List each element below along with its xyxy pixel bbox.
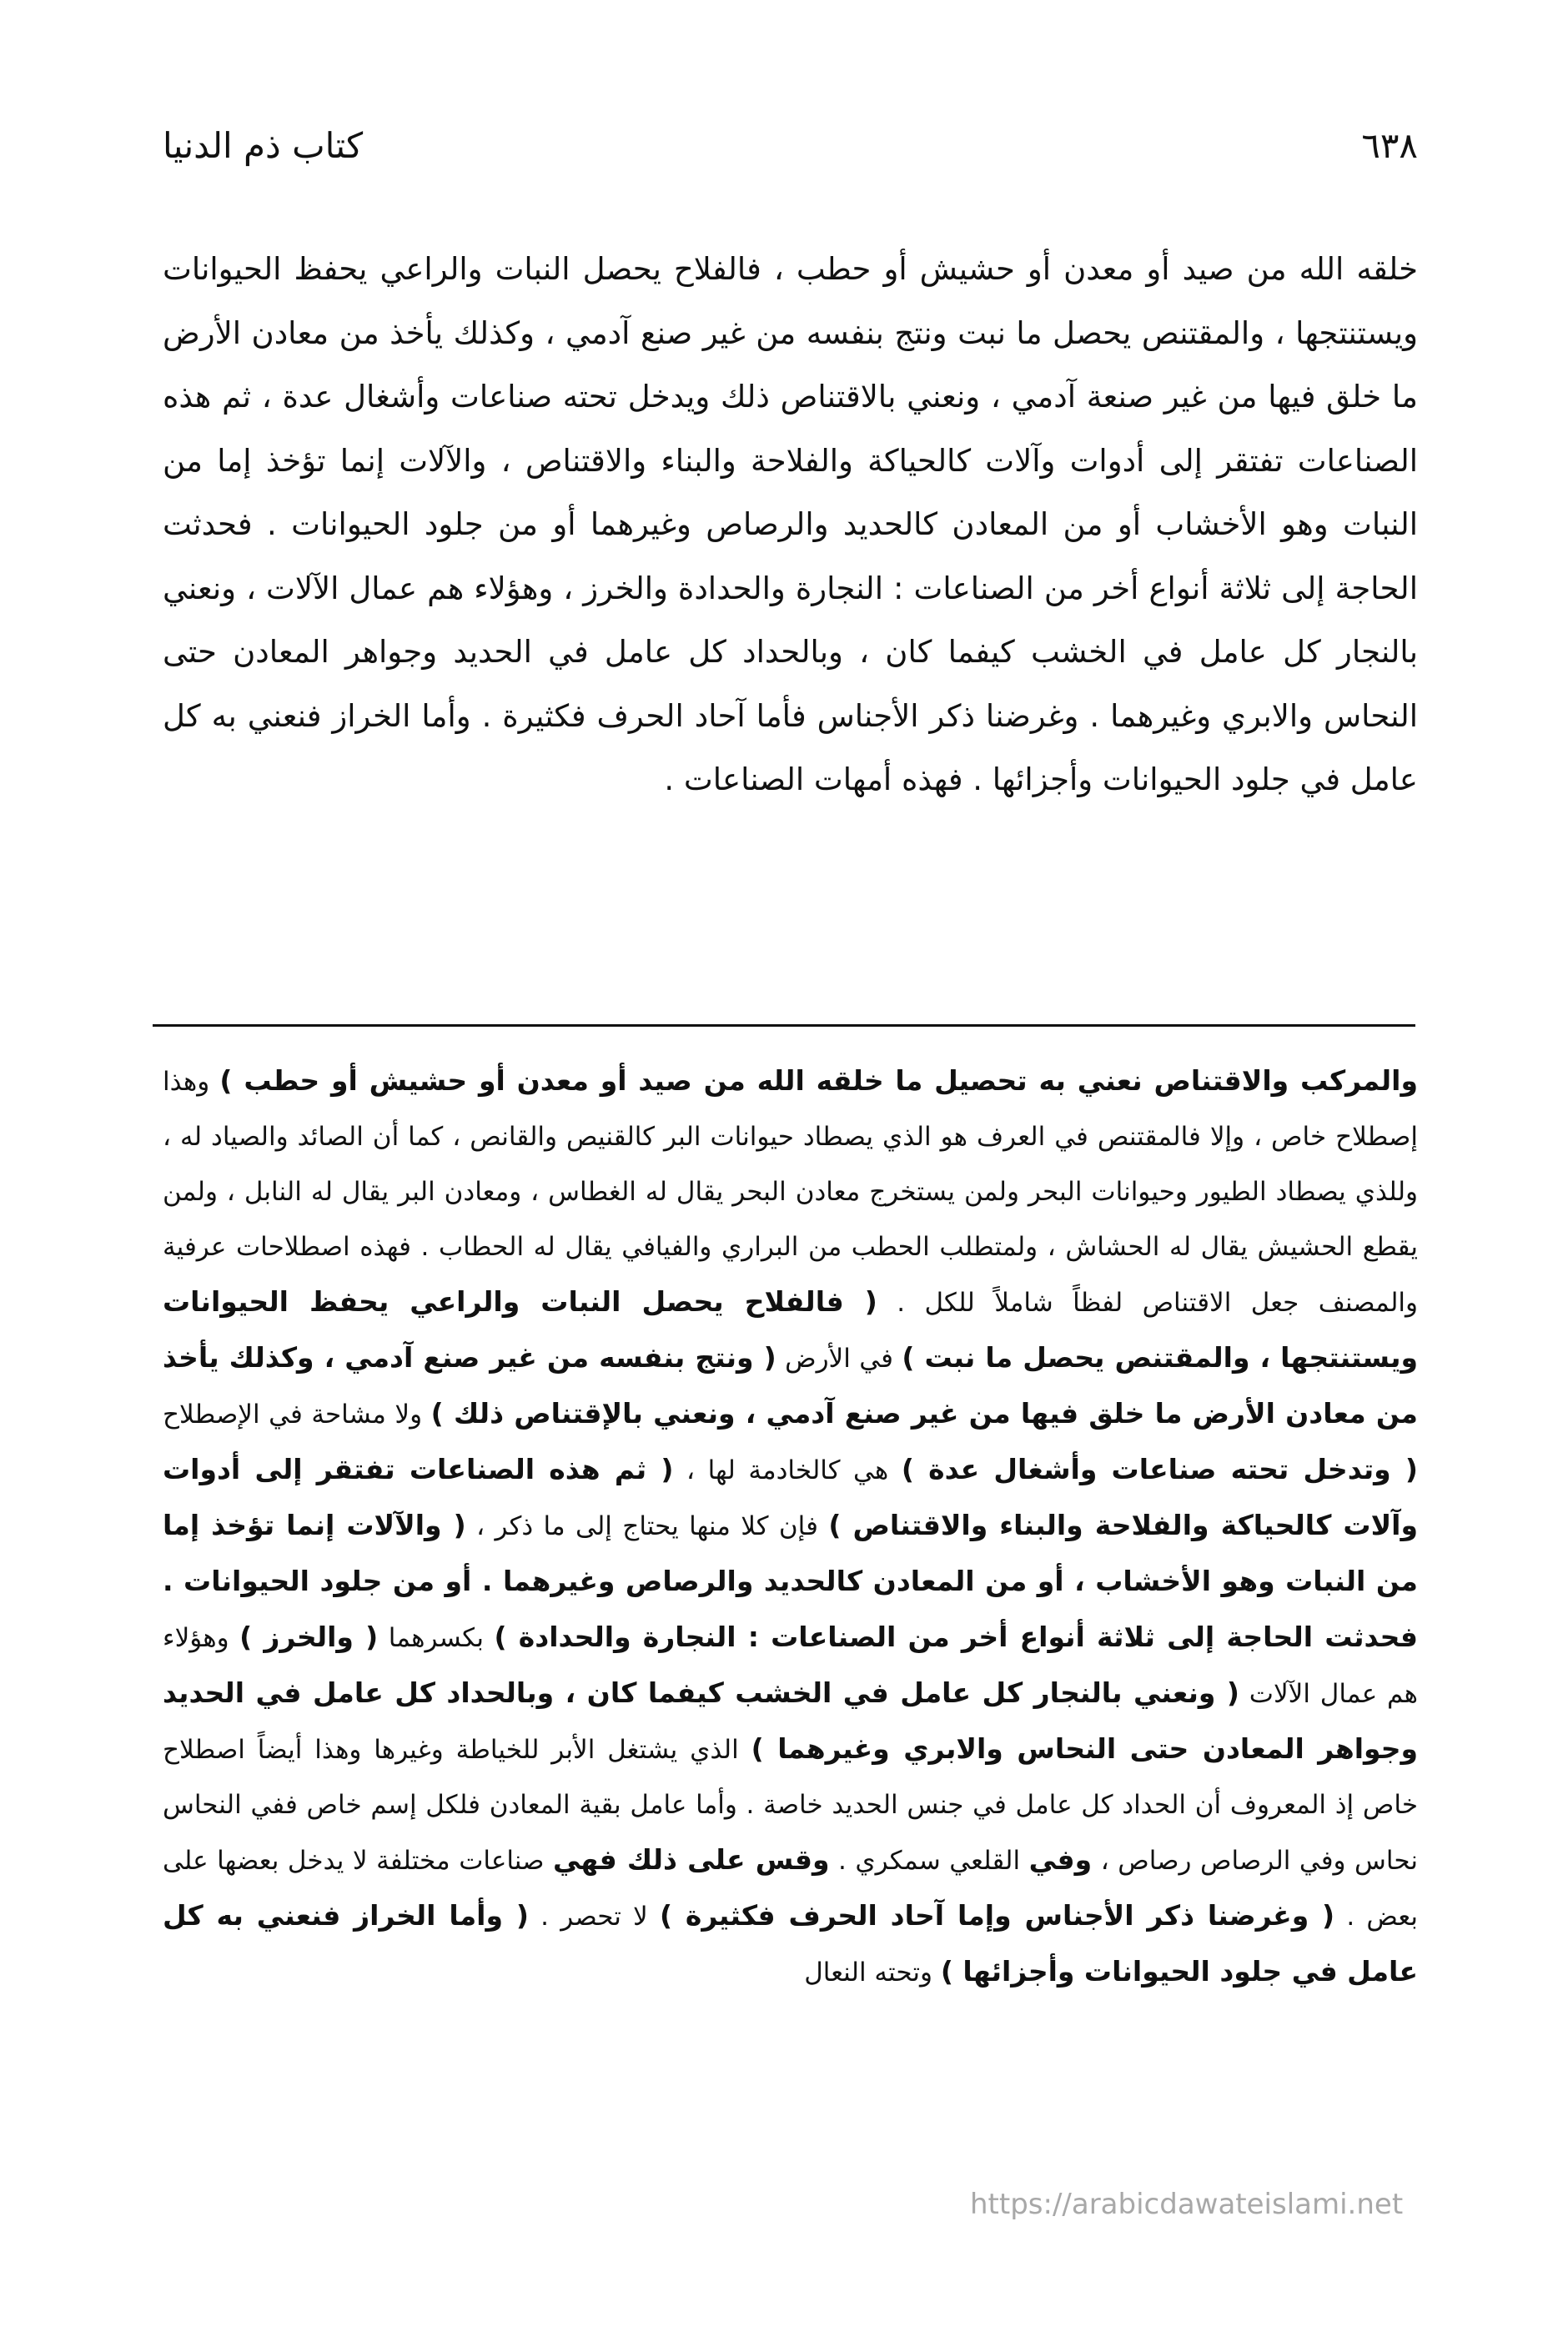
commentary-quote: ( وغرضنا ذكر الأجناس وإما آحاد الحرف فكثيرة ): [659, 1899, 1335, 1932]
book-title: كتاب ذم الدنيا: [163, 125, 364, 166]
page-header: [163, 125, 1418, 183]
commentary-text: ولا مشاحة في الإصطلاح: [163, 1400, 423, 1430]
commentary-emphasis: وفي: [1028, 1843, 1093, 1876]
commentary-quote: ( وأما الخراز فنعني به كل عامل في جلود الحيوانات وأجزائها ): [163, 1899, 1418, 1988]
commentary-text: فإن كلا منها يحتاج إلى ما ذكر ،: [476, 1511, 818, 1541]
page-number: ٦٣٨: [1361, 125, 1418, 166]
commentary-quote: والمركب والاقتناص نعني به تحصيل ما خلقه الله من صيد أو معدن أو حشيش أو حطب ): [219, 1064, 1418, 1097]
commentary-text: وهؤلاء هم عمال الآلات: [163, 1623, 1419, 1709]
commentary-text: القلعي سمكري .: [838, 1846, 1021, 1876]
commentary-quote: ( والآلات إنما تؤخذ إما من النبات وهو الأخشاب ، أو من المعادن كالحديد والرصاص وغيرهما . أو من جلود الحيوانات . فحدثت الحاجة إلى ثلاثة أنواع أخر من الصناعات : النجارة والحدادة ): [163, 1509, 1418, 1653]
commentary-text: وهذا إصطلاح خاص ، وإلا فالمقتنص في العرف هو الذي يصطاد حيوانات البر كالقنيص والقانص ، كما أن الصائد والصياد له ، وللذي يصطاد الطيور وحيوانات البحر ولمن يستخرج معادن البحر يقال له الغطاس ، ومعادن البر يقال له النابل ، ولمن يقطع الحشيش يقال له الحشاش ، ولمتطلب الحطب من البراري والفيافي يقال له الحطاب . فهذه اصطلاحات عرفية والمصنف جعل الاقتناص لفظاً شاملاً للكل .: [163, 1067, 1419, 1318]
commentary-text: لا تحصر .: [540, 1902, 648, 1932]
commentary-text: صناعات مختلفة لا يدخل بعضها على بعض .: [163, 1846, 1418, 1932]
main-paragraph: خلقه الله من صيد أو معدن أو حشيش أو حطب ، فالفلاح يحصل النبات والراعي يحفظ الحيوانات ويستنتجها ، والمقتنص يحصل ما نبت ونتج بنفسه من غير صنع آدمي ، وكذلك يأخذ من معادن الأرض ما خلق فيها من غير صنعة آدمي ، ونعني بالاقتناص ذلك ويدخل تحته صناعات وأشغال عدة ، ثم هذه الصناعات تفتقر إلى أدوات وآلات كالحياكة والفلاحة والبناء والاقتناص ، والآلات إنما تؤخذ إما من النبات وهو الأخشاب أو من المعادن كالحديد والرصاص وغيرهما أو من جلود الحيوانات . فحدثت الحاجة إلى ثلاثة أنواع أخر من الصناعات : النجارة والحدادة والخرز ، وهؤلاء هم عمال الآلات ، ونعني بالنجار كل عامل في الخشب كيفما كان ، وبالحداد كل عامل في الحديد وجواهر المعادن حتى النحاس والابري وغيرهما . وغرضنا ذكر الأجناس فأما آحاد الحرف فكثيرة . وأما الخراز فنعني به كل عامل في جلود الحيوانات وأجزائها . فهذه أمهات الصناعات .: [163, 251, 1418, 797]
commentary-text: بكسرهما: [388, 1623, 484, 1653]
commentary-quote: ( ونتج بنفسه من غير صنع آدمي ، وكذلك يأخذ من معادن الأرض ما خلق فيها من غير صنع آدمي ، ونعني بالإقتناص ذلك ): [163, 1341, 1418, 1430]
commentary-text: هي كالخادمة لها ،: [686, 1455, 889, 1485]
commentary-quote: ( فالفلاح يحصل النبات والراعي يحفظ الحيوانات ويستنتجها ، والمقتنص يحصل ما نبت ): [163, 1285, 1418, 1374]
commentary-quote: ( ونعني بالنجار كل عامل في الخشب كيفما كان ، وبالحداد كل عامل في الحديد وجواهر المعادن حتى النحاس والابري وغيرهما ): [163, 1676, 1419, 1765]
commentary: [163, 1053, 1418, 2000]
commentary-text: الذي يشتغل الأبر للخياطة وغيرها وهذا أيضاً اصطلاح خاص إذ المعروف أن الحداد كل عامل في جنس الحديد خاصة . وأما عامل بقية المعادن فلكل إسم خاص ففي النحاس نحاس وفي الرصاص رصاص ،: [163, 1735, 1418, 1876]
commentary-text: وتحته النعال: [804, 1958, 932, 1988]
commentary-quote: ( ثم هذه الصناعات تفتقر إلى أدوات وآلات كالحياكة والفلاحة والبناء والاقتناص ): [163, 1453, 1418, 1541]
main-text: [163, 238, 1418, 812]
commentary-quote: ( والخرز ): [239, 1621, 379, 1653]
commentary-text: في الأرض: [785, 1344, 893, 1374]
commentary-quote: ( وتدخل تحته صناعات وأشغال عدة ): [901, 1453, 1418, 1485]
commentary-emphasis: وقس على ذلك فهي: [552, 1843, 830, 1876]
commentary-paragraph: [163, 1053, 1418, 2000]
watermark-url: https://arabicdawateislami.net: [970, 2188, 1404, 2221]
footnote-divider: [153, 1024, 1415, 1027]
